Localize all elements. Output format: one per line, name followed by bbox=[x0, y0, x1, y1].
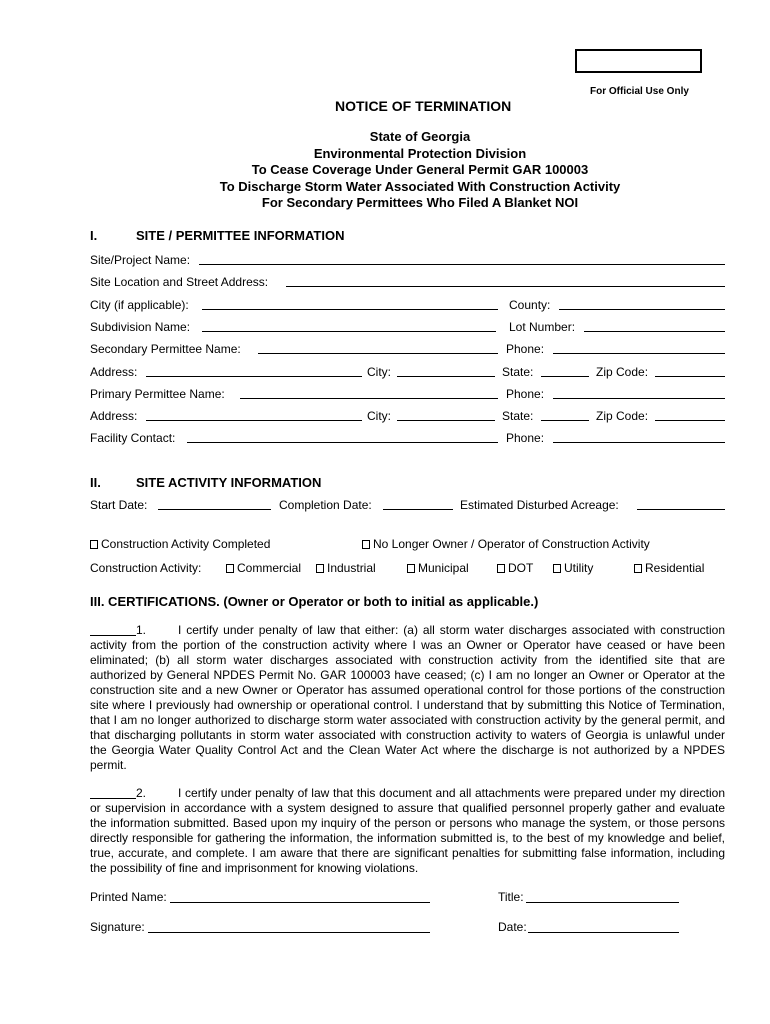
certification-1 bbox=[90, 623, 725, 773]
activity-label: Utility bbox=[564, 561, 594, 575]
subtitle-line: State of Georgia bbox=[369, 129, 471, 144]
no-longer-owner-label: No Longer Owner / Operator of Construction Activity bbox=[373, 537, 650, 551]
activity-residential-option[interactable] bbox=[634, 561, 704, 575]
checkbox-icon[interactable] bbox=[362, 540, 370, 549]
primary-state-field[interactable] bbox=[541, 420, 589, 421]
estimated-acreage-field[interactable] bbox=[637, 509, 725, 510]
checkbox-icon[interactable] bbox=[316, 564, 324, 573]
activity-label: Commercial bbox=[237, 561, 302, 575]
checkbox-icon[interactable] bbox=[553, 564, 561, 573]
secondary-phone-field[interactable] bbox=[553, 353, 725, 354]
secondary-city-field[interactable] bbox=[397, 376, 495, 377]
facility-contact-label: Facility Contact: bbox=[90, 431, 176, 445]
city-if-applicable-label: City (if applicable): bbox=[90, 298, 189, 312]
signature-field[interactable] bbox=[148, 932, 430, 933]
activity-municipal-option[interactable] bbox=[407, 561, 469, 575]
completion-date-label: Completion Date: bbox=[279, 498, 372, 512]
county-field[interactable] bbox=[559, 309, 725, 310]
checkbox-icon[interactable] bbox=[634, 564, 642, 573]
address-label: Address: bbox=[90, 365, 138, 379]
activity-label: Industrial bbox=[327, 561, 376, 575]
construction-completed-label: Construction Activity Completed bbox=[101, 537, 271, 551]
primary-phone-field[interactable] bbox=[553, 398, 725, 399]
completion-date-field[interactable] bbox=[383, 509, 453, 510]
facility-phone-field[interactable] bbox=[553, 442, 725, 443]
secondary-state-field[interactable] bbox=[541, 376, 589, 377]
zip-code-label: Zip Code: bbox=[596, 365, 649, 379]
official-use-label: For Official Use Only bbox=[590, 86, 689, 97]
certification-2-text: I certify under penalty of law that this document and all attachments were prepared under my direction or supervision in accordance with a system designed to assure that qualified personnel properly gather and evaluate the information submitted. Based upon my inquiry of the person or persons who manage the system, or those persons directly responsible for gathering the information, the information submitted is, to the best of my knowledge and belief, true, accurate, and complete. I am aware that there are significant penalties for submitting false information, including the possibility of fine and imprisonment for knowing violations. bbox=[90, 786, 725, 875]
zip-code-label: Zip Code: bbox=[596, 409, 649, 423]
signature-label: Signature: bbox=[90, 920, 145, 934]
secondary-permittee-name-field[interactable] bbox=[258, 353, 498, 354]
section2-number: II. bbox=[90, 475, 101, 490]
county-label: County: bbox=[509, 298, 551, 312]
section3-heading: III. CERTIFICATIONS. (Owner or Operator or both to initial as applicable.) bbox=[90, 594, 539, 609]
construction-completed-option[interactable] bbox=[90, 537, 270, 551]
phone-label: Phone: bbox=[506, 342, 545, 356]
certification-1-text: I certify under penalty of law that either: (a) all storm water discharges associated with construction activity from the portion of the construction activity where I was an Owner or Operator have ceased or have been eliminated; (b) all storm water discharges associated with construction activity from the identified site that are authorized by General NPDES Permit No. GAR 100003 have ceased; (c) I am no longer an Owner or Operator at the construction site and a new Owner or Operator has assumed operational control for those portions of the construction site where I previously had ownership or operational control. I understand that by submitting this Notice of Termination, that I am no longer authorized to discharge storm water associated with construction activity by the general permit, and that discharging pollutants in storm water associated with construction activity to waters of Georgia is unlawful under the Georgia Water Quality Control Act and the Clean Water Act where the discharge is not authorized by a NPDES permit. bbox=[90, 623, 725, 772]
title-label: Title: bbox=[498, 890, 524, 904]
initial-2-field[interactable] bbox=[90, 787, 136, 799]
subtitle-line: For Secondary Permittees Who Filed A Blanket NOI bbox=[261, 195, 579, 210]
section2-heading: SITE ACTIVITY INFORMATION bbox=[136, 475, 322, 490]
section1-number: I. bbox=[90, 228, 98, 243]
start-date-label: Start Date: bbox=[90, 498, 148, 512]
activity-industrial-option[interactable] bbox=[316, 561, 376, 575]
primary-permittee-name-label: Primary Permittee Name: bbox=[90, 387, 225, 401]
date-label: Date: bbox=[498, 920, 527, 934]
lot-number-label: Lot Number: bbox=[509, 320, 576, 334]
address-label: Address: bbox=[90, 409, 138, 423]
activity-label: Residential bbox=[645, 561, 705, 575]
certification-2 bbox=[90, 786, 725, 876]
state-label: State: bbox=[502, 365, 534, 379]
site-location-field[interactable] bbox=[286, 286, 725, 287]
city-if-applicable-field[interactable] bbox=[202, 309, 498, 310]
start-date-field[interactable] bbox=[158, 509, 271, 510]
checkbox-icon[interactable] bbox=[407, 564, 415, 573]
checkbox-icon[interactable] bbox=[90, 540, 98, 549]
subtitle-line: To Discharge Storm Water Associated With Construction Activity bbox=[219, 178, 621, 194]
certification-2-number: 2. bbox=[136, 786, 147, 800]
initial-1-field[interactable] bbox=[90, 624, 136, 636]
subtitle-block bbox=[0, 129, 770, 212]
activity-commercial-option[interactable] bbox=[226, 561, 301, 575]
construction-activity-label: Construction Activity: bbox=[90, 561, 202, 575]
no-longer-owner-option[interactable] bbox=[362, 537, 650, 551]
activity-label: DOT bbox=[508, 561, 534, 575]
secondary-address-field[interactable] bbox=[146, 376, 362, 377]
state-label: State: bbox=[502, 409, 534, 423]
secondary-zip-field[interactable] bbox=[655, 376, 725, 377]
primary-city-field[interactable] bbox=[397, 420, 495, 421]
official-use-box[interactable] bbox=[575, 49, 702, 73]
certification-1-number: 1. bbox=[136, 623, 147, 637]
checkbox-icon[interactable] bbox=[497, 564, 505, 573]
printed-name-label: Printed Name: bbox=[90, 890, 167, 904]
primary-address-field[interactable] bbox=[146, 420, 362, 421]
activity-dot-option[interactable] bbox=[497, 561, 533, 575]
site-project-name-label: Site/Project Name: bbox=[90, 253, 191, 267]
secondary-permittee-name-label: Secondary Permittee Name: bbox=[90, 342, 241, 356]
site-location-label: Site Location and Street Address: bbox=[90, 275, 269, 289]
subdivision-name-label: Subdivision Name: bbox=[90, 320, 191, 334]
date-field[interactable] bbox=[528, 932, 679, 933]
phone-label: Phone: bbox=[506, 387, 545, 401]
lot-number-field[interactable] bbox=[584, 331, 725, 332]
printed-name-field[interactable] bbox=[170, 902, 430, 903]
title-field[interactable] bbox=[526, 902, 679, 903]
facility-contact-field[interactable] bbox=[187, 442, 498, 443]
subdivision-name-field[interactable] bbox=[202, 331, 496, 332]
section1-heading: SITE / PERMITTEE INFORMATION bbox=[136, 228, 345, 243]
primary-zip-field[interactable] bbox=[655, 420, 725, 421]
estimated-acreage-label: Estimated Disturbed Acreage: bbox=[460, 498, 619, 512]
subtitle-line: Environmental Protection Division bbox=[313, 145, 527, 161]
activity-utility-option[interactable] bbox=[553, 561, 593, 575]
activity-label: Municipal bbox=[418, 561, 469, 575]
city-label: City: bbox=[367, 409, 391, 423]
primary-permittee-name-field[interactable] bbox=[240, 398, 498, 399]
checkbox-icon[interactable] bbox=[226, 564, 234, 573]
site-project-name-field[interactable] bbox=[199, 264, 725, 265]
subtitle-line: To Cease Coverage Under General Permit GAR 100003 bbox=[251, 162, 589, 177]
page-title: NOTICE OF TERMINATION bbox=[335, 98, 512, 114]
city-label: City: bbox=[367, 365, 391, 379]
phone-label: Phone: bbox=[506, 431, 545, 445]
